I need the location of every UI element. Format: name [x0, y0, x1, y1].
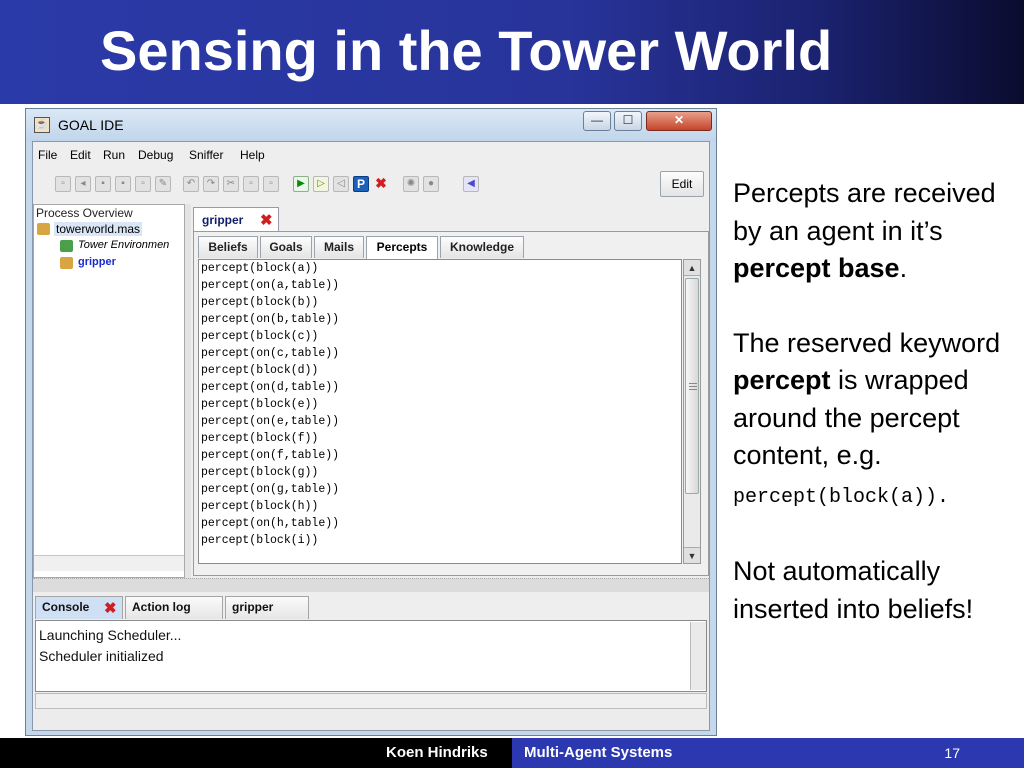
console-tab-strip: [33, 593, 709, 619]
note-keyword: [733, 325, 1023, 517]
gear-icon[interactable]: ✺: [403, 176, 419, 192]
window-titlebar[interactable]: [26, 109, 716, 141]
process-overview-header: Process Overview: [36, 206, 133, 220]
tab-goals[interactable]: Goals: [260, 236, 312, 258]
percept-list[interactable]: [198, 259, 682, 564]
close-tab-icon[interactable]: ✖: [260, 212, 273, 229]
environment-icon: [60, 240, 73, 252]
console-vscrollbar[interactable]: [690, 622, 706, 690]
note-percepts: [733, 175, 1023, 288]
triangle-left-icon[interactable]: ◀: [463, 176, 479, 192]
redo-icon[interactable]: ↷: [203, 176, 219, 192]
scroll-down-icon[interactable]: ▼: [684, 547, 700, 563]
goal-ide-window: [25, 108, 717, 736]
list-item: percept(on(e,table)): [201, 415, 340, 428]
tab-beliefs[interactable]: Beliefs: [198, 236, 258, 258]
copy-icon[interactable]: ▫: [135, 176, 151, 192]
menu-run[interactable]: Run: [103, 148, 126, 162]
status-strip: [33, 710, 709, 730]
menu-help[interactable]: Help: [240, 148, 265, 162]
list-item: percept(on(g,table)): [201, 483, 340, 496]
console-line: Scheduler initialized: [39, 648, 164, 664]
slide-title-bar: [0, 0, 1024, 104]
slide-footer: [0, 738, 1024, 768]
menu-bar: [33, 142, 709, 166]
list-item: percept(block(g)): [201, 466, 319, 479]
note-text: Percepts are received by an agent in it’s: [733, 178, 996, 246]
note-text: The reserved keyword: [733, 327, 1001, 358]
paste-icon[interactable]: ▫: [263, 176, 279, 192]
p-icon[interactable]: P: [353, 176, 369, 192]
console-line: Launching Scheduler...: [39, 627, 182, 643]
undo-icon[interactable]: ↶: [183, 176, 199, 192]
list-item: percept(block(c)): [201, 330, 319, 343]
list-item: percept(block(e)): [201, 398, 319, 411]
coffee-cup-icon: ☕: [34, 117, 50, 133]
maximize-button[interactable]: ☐: [614, 111, 642, 131]
slide-title: Sensing in the Tower World: [100, 19, 833, 82]
console-output[interactable]: [35, 620, 707, 692]
tab-mails[interactable]: Mails: [314, 236, 364, 258]
tab-console-label: Console: [42, 600, 90, 614]
list-item: percept(block(f)): [201, 432, 319, 445]
agent-icon: [60, 257, 73, 269]
new-file-icon[interactable]: ▫: [55, 176, 71, 192]
vertical-splitter[interactable]: [185, 204, 191, 578]
play-icon[interactable]: ▶: [293, 176, 309, 192]
save-icon[interactable]: ▪: [95, 176, 111, 192]
note-text: is wrapped around the percept content, e.g.: [733, 365, 969, 470]
back-icon[interactable]: ◂: [75, 176, 91, 192]
horizontal-splitter[interactable]: [33, 578, 709, 592]
tree-item-gripper[interactable]: gripper: [78, 256, 116, 268]
menu-sniffer[interactable]: Sniffer: [189, 148, 224, 162]
slide-notes: [733, 175, 1023, 628]
edit-button[interactable]: Edit: [660, 171, 704, 197]
step-icon[interactable]: ▷: [313, 176, 329, 192]
pause-icon[interactable]: ◁: [333, 176, 349, 192]
window-title: GOAL IDE: [58, 117, 124, 133]
list-item: percept(on(h,table)): [201, 517, 340, 530]
tab-action-log[interactable]: Action log: [125, 596, 223, 619]
menu-file[interactable]: File: [38, 148, 58, 162]
tab-console[interactable]: [35, 596, 123, 619]
save-all-icon[interactable]: ▪: [115, 176, 131, 192]
list-item: percept(on(d,table)): [201, 381, 340, 394]
list-item: percept(on(c,table)): [201, 347, 340, 360]
scroll-up-icon[interactable]: ▲: [684, 260, 700, 276]
note-bold: percept base: [733, 253, 900, 283]
ide-client-area: [32, 141, 710, 731]
footer-author: Koen Hindriks: [386, 744, 488, 761]
toolbar: [33, 168, 709, 200]
list-item: percept(on(a,table)): [201, 279, 340, 292]
edit-icon[interactable]: ✎: [155, 176, 171, 192]
list-item: percept(block(i)): [201, 534, 319, 547]
list-item: percept(block(d)): [201, 364, 319, 377]
footer-course-band: [512, 738, 1024, 768]
percept-vscrollbar[interactable]: [683, 259, 701, 564]
page-number: 17: [944, 745, 960, 761]
tree-item-mas[interactable]: towerworld.mas: [56, 222, 141, 236]
stop-icon[interactable]: ✖: [375, 175, 387, 191]
tab-gripper[interactable]: [193, 207, 279, 231]
scroll-thumb[interactable]: [685, 278, 699, 494]
process-overview-hscrollbar[interactable]: [34, 555, 184, 571]
close-console-icon[interactable]: ✖: [104, 600, 117, 617]
tree-item-environment[interactable]: Tower Environmen: [78, 239, 170, 251]
copy2-icon[interactable]: ▫: [243, 176, 259, 192]
list-item: percept(block(b)): [201, 296, 319, 309]
list-item: percept(on(b,table)): [201, 313, 340, 326]
note-text: .: [899, 253, 908, 283]
footer-course: Multi-Agent Systems: [524, 744, 673, 761]
tab-gripper-log[interactable]: gripper: [225, 596, 309, 619]
sniffer-icon[interactable]: ●: [423, 176, 439, 192]
mas-file-icon: [37, 223, 50, 235]
list-item: percept(on(f,table)): [201, 449, 340, 462]
note-warning: Not automatically inserted into beliefs!: [733, 556, 974, 624]
list-item: percept(block(h)): [201, 500, 319, 513]
agent-inspector-panel: [193, 231, 709, 576]
tab-knowledge[interactable]: Knowledge: [440, 236, 524, 258]
process-overview-panel: [33, 204, 185, 578]
tab-percepts[interactable]: Percepts: [366, 236, 438, 259]
console-hscrollbar[interactable]: [35, 693, 707, 709]
list-item: percept(block(a)): [201, 262, 319, 275]
cut-icon[interactable]: ✂: [223, 176, 239, 192]
note-code: percept(block(a)).: [733, 485, 950, 509]
menu-debug[interactable]: Debug: [138, 148, 174, 162]
close-window-button[interactable]: ✕: [646, 111, 712, 131]
note-bold: percept: [733, 365, 831, 395]
minimize-button[interactable]: —: [583, 111, 611, 131]
menu-edit[interactable]: Edit: [70, 148, 91, 162]
tab-gripper-label: gripper: [202, 213, 244, 227]
